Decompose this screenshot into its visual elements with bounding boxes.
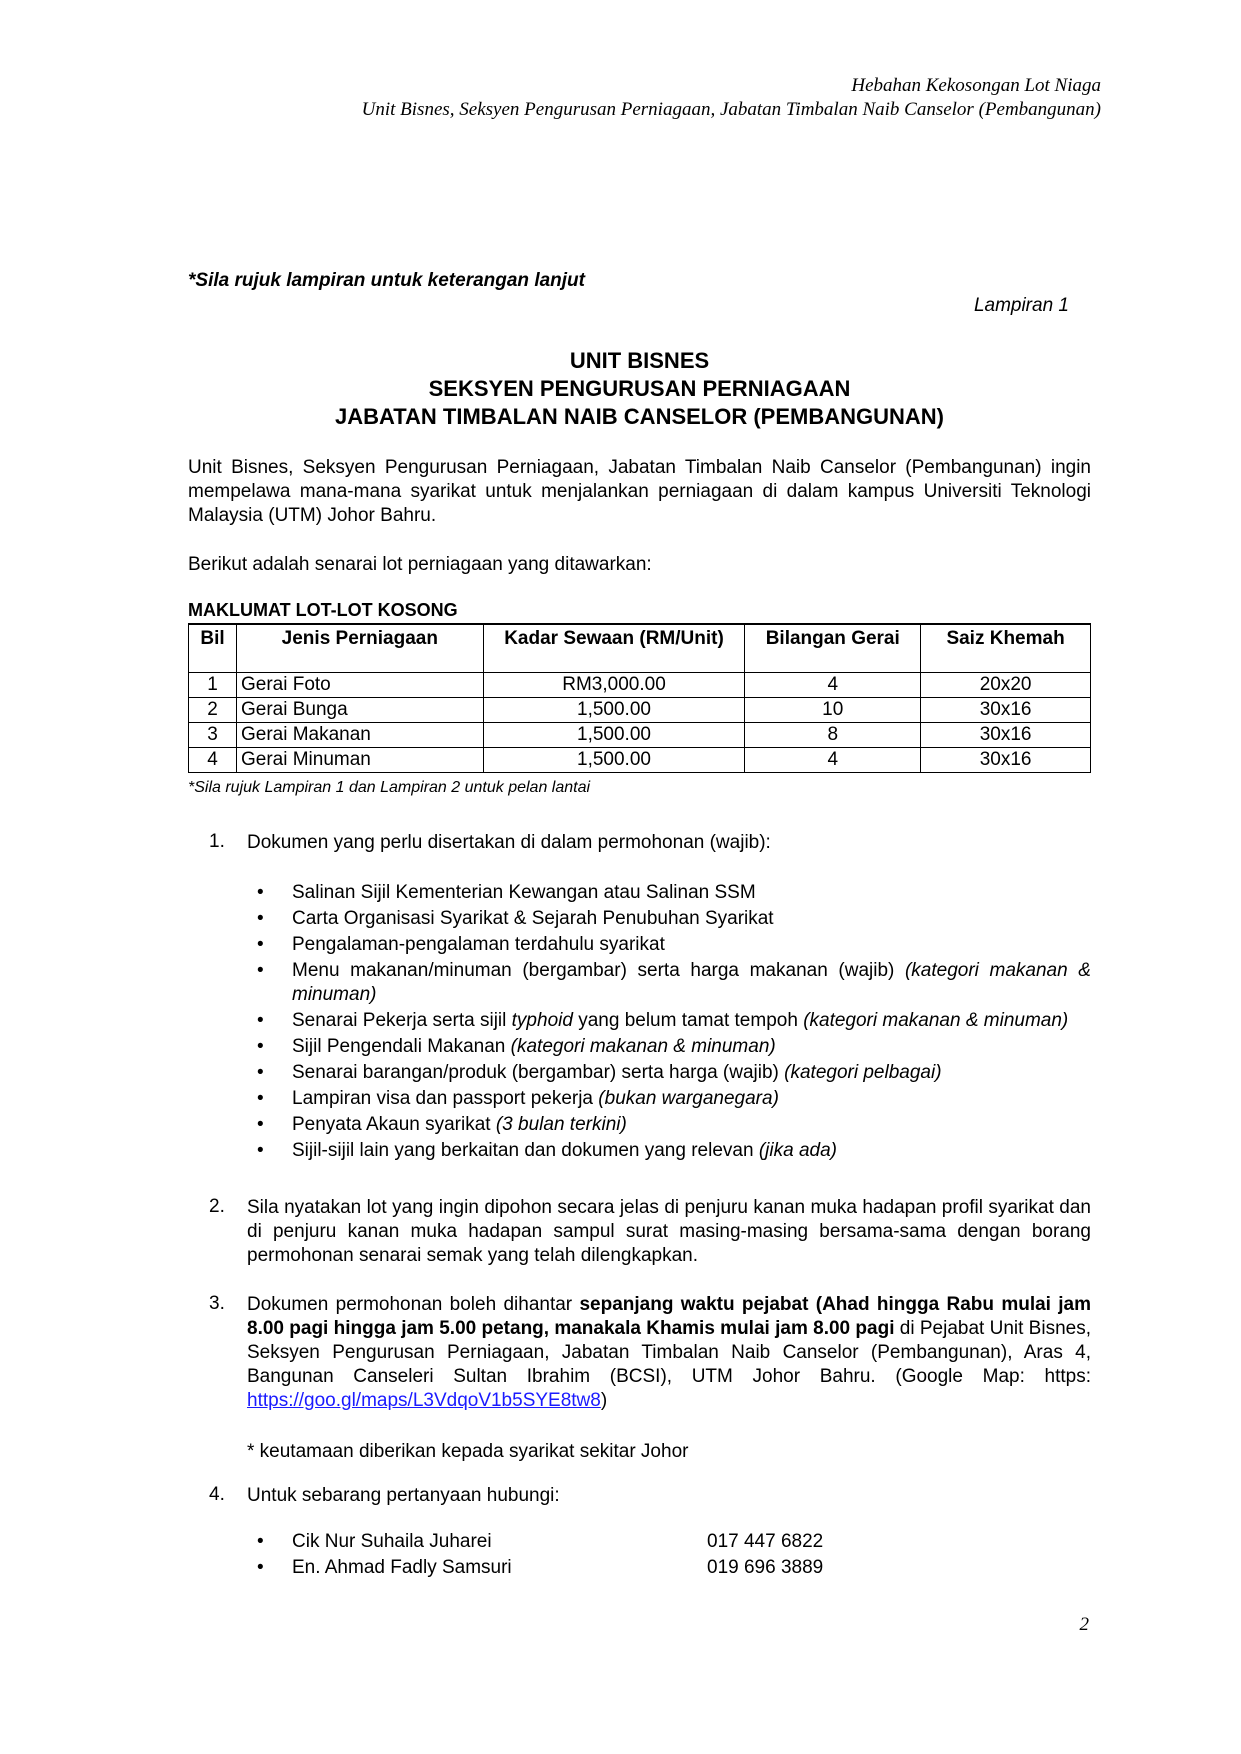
cell-bil: 4 — [189, 748, 237, 773]
list-item: • Pengalaman-pengalaman terdahulu syarikat — [257, 934, 665, 955]
bullet-icon: • — [257, 960, 264, 981]
col-header-bilangan: Bilangan Gerai — [745, 625, 921, 673]
col-header-kadar: Kadar Sewaan (RM/Unit) — [483, 625, 745, 673]
cell-bil: 2 — [189, 698, 237, 723]
title-line-2: SEKSYEN PENGURUSAN PERNIAGAAN — [428, 376, 851, 401]
page-number: 2 — [1079, 1614, 1089, 1635]
contact-phone: 017 447 6822 — [707, 1531, 824, 1552]
list-item: • Carta Organisasi Syarikat & Sejarah Penubuhan Syarikat — [257, 908, 774, 929]
cell-kadar: 1,500.00 — [483, 748, 745, 773]
table-row — [189, 673, 1091, 698]
section-2-number: 2. — [209, 1196, 225, 1217]
bullet-icon: • — [257, 1010, 264, 1031]
cell-jenis: Gerai Bunga — [236, 698, 483, 723]
bullet-icon: • — [257, 1531, 264, 1552]
list-item: • Sijil Pengendali Makanan (kategori makanan & minuman) — [257, 1036, 776, 1057]
section-3-text: Dokumen permohonan boleh dihantar sepanjang waktu pejabat (Ahad hingga Rabu mulai jam 8.00 pagi hingga jam 5.00 petang, manakala Khamis mulai jam 8.00 pagi di Pejabat Unit Bisnes, Seksyen Pengurusan Perniagaan, Jabatan Timbalan Naib Canselor (Pembangunan), Aras 4, Bangunan Canseleri Sultan Ibrahim (BCSI), UTM Johor Bahru. (Google Map: https: https://goo.gl/maps/L3VdqoV1b5SYE8tw8) — [247, 1294, 1091, 1411]
google-map-link[interactable]: https://goo.gl/maps/L3VdqoV1b5SYE8tw8 — [247, 1390, 601, 1411]
col-header-jenis: Jenis Perniagaan — [236, 625, 483, 673]
contact-phone: 019 696 3889 — [707, 1557, 824, 1578]
intro-paragraph: Unit Bisnes, Seksyen Pengurusan Perniagaan, Jabatan Timbalan Naib Canselor (Pembangunan) ingin mempelawa mana-mana syarikat untuk menjalankan perniagaan di dalam kampus Universiti Teknologi Malaysia (UTM) Johor Bahru. — [188, 457, 1091, 526]
section-1-number: 1. — [209, 831, 225, 852]
section-3-note: * keutamaan diberikan kepada syarikat sekitar Johor — [247, 1441, 689, 1462]
bullet-icon: • — [257, 1088, 264, 1109]
cell-bil: 3 — [189, 723, 237, 748]
bullet-icon: • — [257, 1036, 264, 1057]
bullet-icon: • — [257, 1557, 264, 1578]
section-3-number: 3. — [209, 1293, 225, 1314]
cell-saiz: 30x16 — [921, 698, 1091, 723]
cell-saiz: 30x16 — [921, 723, 1091, 748]
header-line-1: Hebahan Kekosongan Lot Niaga — [851, 75, 1101, 96]
cell-bilangan: 10 — [745, 698, 921, 723]
cell-bilangan: 4 — [745, 673, 921, 698]
title-line-3: JABATAN TIMBALAN NAIB CANSELOR (PEMBANGUNAN) — [334, 404, 945, 429]
contact-item — [257, 1529, 824, 1555]
list-item: • Senarai barangan/produk (bergambar) serta harga (wajib) (kategori pelbagai) — [257, 1062, 942, 1083]
title-line-1: UNIT BISNES — [569, 348, 710, 373]
title-block — [188, 347, 1091, 431]
section-4-number: 4. — [209, 1484, 225, 1505]
bullet-icon: • — [257, 908, 264, 929]
table-header-row — [189, 625, 1091, 673]
cell-jenis: Gerai Minuman — [236, 748, 483, 773]
bullet-icon: • — [257, 1140, 264, 1161]
offer-line: Berikut adalah senarai lot perniagaan yang ditawarkan: — [188, 554, 652, 575]
list-item: • Lampiran visa dan passport pekerja (bukan warganegara) — [257, 1088, 779, 1109]
col-header-saiz: Saiz Khemah — [921, 625, 1091, 673]
list-item: • Sijil-sijil lain yang berkaitan dan dokumen yang relevan (jika ada) — [257, 1140, 837, 1161]
table-title: MAKLUMAT LOT-LOT KOSONG — [188, 600, 458, 620]
top-note: *Sila rujuk lampiran untuk keterangan lanjut — [188, 270, 585, 291]
cell-kadar: 1,500.00 — [483, 723, 745, 748]
list-item: • Senarai Pekerja serta sijil typhoid yang belum tamat tempoh (kategori makanan & minuman) — [257, 1010, 1069, 1031]
cell-kadar: 1,500.00 — [483, 698, 745, 723]
table-note: *Sila rujuk Lampiran 1 dan Lampiran 2 untuk pelan lantai — [188, 779, 591, 796]
contact-item — [257, 1555, 824, 1581]
lampiran-label: Lampiran 1 — [973, 295, 1069, 316]
cell-jenis: Gerai Makanan — [236, 723, 483, 748]
cell-bil: 1 — [189, 673, 237, 698]
contact-name: Cik Nur Suhaila Juharei — [292, 1531, 492, 1552]
list-item: • Menu makanan/minuman (bergambar) serta harga makanan (wajib) (kategori makanan & minuman) — [257, 960, 1091, 1005]
header-line-2: Unit Bisnes, Seksyen Pengurusan Perniagaan, Jabatan Timbalan Naib Canselor (Pembangunan) — [361, 99, 1101, 120]
cell-saiz: 20x20 — [921, 673, 1091, 698]
bullet-icon: • — [257, 1114, 264, 1135]
cell-bilangan: 8 — [745, 723, 921, 748]
section-1-text: Dokumen yang perlu disertakan di dalam permohonan (wajib): — [247, 832, 771, 853]
col-header-bil: Bil — [189, 625, 237, 673]
cell-bilangan: 4 — [745, 748, 921, 773]
table-row — [189, 748, 1091, 773]
document-list — [257, 881, 1091, 1165]
list-item: • Salinan Sijil Kementerian Kewangan atau Salinan SSM — [257, 882, 756, 903]
bullet-icon: • — [257, 882, 264, 903]
table-row — [189, 698, 1091, 723]
cell-kadar: RM3,000.00 — [483, 673, 745, 698]
bullet-icon: • — [257, 1062, 264, 1083]
lots-table — [188, 624, 1091, 773]
list-item: • Penyata Akaun syarikat (3 bulan terkini) — [257, 1114, 627, 1135]
cell-jenis: Gerai Foto — [236, 673, 483, 698]
table-row — [189, 723, 1091, 748]
cell-saiz: 30x16 — [921, 748, 1091, 773]
section-4-text: Untuk sebarang pertanyaan hubungi: — [247, 1485, 560, 1506]
running-header — [362, 74, 1101, 122]
contact-name: En. Ahmad Fadly Samsuri — [292, 1557, 512, 1578]
bullet-icon: • — [257, 934, 264, 955]
contact-list — [257, 1529, 824, 1581]
section-2-text: Sila nyatakan lot yang ingin dipohon secara jelas di penjuru kanan muka hadapan profil syarikat dan di penjuru kanan muka hadapan sampul surat masing-masing bersama-sama dengan borang permohonan senarai semak yang telah dilengkapkan. — [247, 1197, 1091, 1266]
